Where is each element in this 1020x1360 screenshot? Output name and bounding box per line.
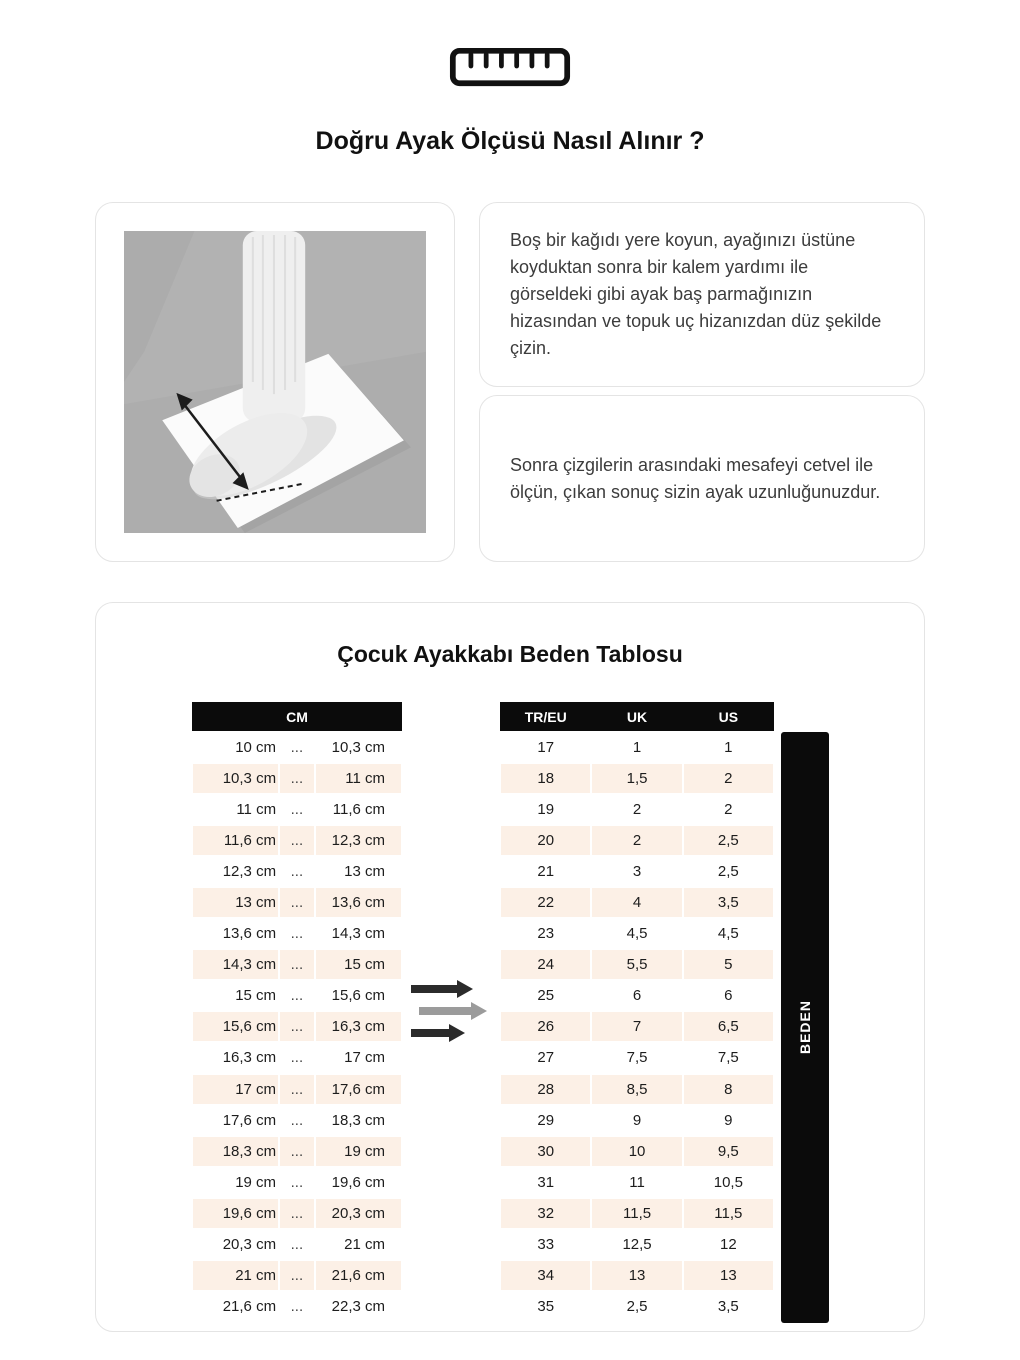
table-cell: 11,5 bbox=[591, 1198, 682, 1229]
table-cell: ... bbox=[279, 1291, 315, 1322]
table-row bbox=[192, 1167, 402, 1198]
table-cell: 9 bbox=[591, 1105, 682, 1136]
table-cell: 9,5 bbox=[683, 1136, 774, 1167]
table-cell: 14,3 cm bbox=[192, 949, 279, 980]
table-cell: 7,5 bbox=[683, 1042, 774, 1073]
size-chart-title: Çocuk Ayakkabı Beden Tablosu bbox=[337, 641, 683, 667]
table-cell: 12 bbox=[683, 1229, 774, 1260]
table-cell: 12,3 cm bbox=[315, 825, 402, 856]
table-row bbox=[192, 1198, 402, 1229]
table-row bbox=[500, 794, 774, 825]
ruler-icon bbox=[95, 46, 925, 93]
table-cell: 10,3 cm bbox=[192, 763, 279, 794]
table-row bbox=[192, 856, 402, 887]
table-cell: 2 bbox=[591, 825, 682, 856]
cm-table bbox=[191, 702, 403, 1323]
table-cell: 13 cm bbox=[192, 887, 279, 918]
table-row bbox=[500, 949, 774, 980]
table-cell: 12,5 bbox=[591, 1229, 682, 1260]
instruction-step-1: Boş bir kağıdı yere koyun, ayağınızı üstüne koyduktan sonra bir kalem yardımı ile görseldeki gibi ayak baş parmağınızın hizasından ve topuk uç hizanızdan düz şekilde çizin. bbox=[510, 230, 882, 358]
table-cell: 16,3 cm bbox=[315, 1011, 402, 1042]
instruction-card-2 bbox=[479, 395, 925, 562]
table-cell: 11 cm bbox=[315, 763, 402, 794]
table-row bbox=[500, 1229, 774, 1260]
table-cell: 26 bbox=[500, 1011, 591, 1042]
table-cell: 3 bbox=[591, 856, 682, 887]
size-table-header-us: US bbox=[683, 702, 774, 732]
table-cell: ... bbox=[279, 887, 315, 918]
table-cell: 15 cm bbox=[315, 949, 402, 980]
table-row bbox=[192, 918, 402, 949]
table-cell: 11,5 bbox=[683, 1198, 774, 1229]
table-cell: 1 bbox=[591, 732, 682, 763]
table-cell: 8 bbox=[683, 1074, 774, 1105]
table-cell: 8,5 bbox=[591, 1074, 682, 1105]
table-cell: 22 bbox=[500, 887, 591, 918]
table-cell: 7 bbox=[591, 1011, 682, 1042]
table-cell: 20,3 cm bbox=[192, 1229, 279, 1260]
table-cell: 9 bbox=[683, 1105, 774, 1136]
table-row bbox=[500, 918, 774, 949]
table-cell: ... bbox=[279, 1167, 315, 1198]
table-cell: 19 bbox=[500, 794, 591, 825]
table-cell: 3,5 bbox=[683, 887, 774, 918]
table-row bbox=[192, 887, 402, 918]
table-cell: 20 bbox=[500, 825, 591, 856]
instructions-section bbox=[95, 202, 925, 562]
table-cell: ... bbox=[279, 856, 315, 887]
size-chart-tables bbox=[96, 702, 924, 1323]
table-cell: ... bbox=[279, 732, 315, 763]
table-cell: 28 bbox=[500, 1074, 591, 1105]
table-cell: 17,6 cm bbox=[315, 1074, 402, 1105]
table-cell: 17,6 cm bbox=[192, 1105, 279, 1136]
beden-label: BEDEN bbox=[797, 1000, 813, 1055]
table-cell: ... bbox=[279, 1011, 315, 1042]
table-row bbox=[500, 763, 774, 794]
table-cell: 6 bbox=[683, 980, 774, 1011]
table-cell: ... bbox=[279, 1074, 315, 1105]
table-cell: 19 cm bbox=[315, 1136, 402, 1167]
table-cell: 19 cm bbox=[192, 1167, 279, 1198]
table-cell: 32 bbox=[500, 1198, 591, 1229]
table-row bbox=[500, 856, 774, 887]
table-cell: 1 bbox=[683, 732, 774, 763]
instruction-card-1 bbox=[479, 202, 925, 387]
table-cell: 1,5 bbox=[591, 763, 682, 794]
table-row bbox=[500, 1011, 774, 1042]
size-table bbox=[499, 702, 775, 1323]
table-cell: 33 bbox=[500, 1229, 591, 1260]
table-cell: 2,5 bbox=[591, 1291, 682, 1322]
table-cell: ... bbox=[279, 1042, 315, 1073]
table-cell: ... bbox=[279, 763, 315, 794]
table-cell: 6 bbox=[591, 980, 682, 1011]
table-row bbox=[192, 1136, 402, 1167]
cm-table-header: CM bbox=[192, 702, 402, 732]
table-cell: 4,5 bbox=[683, 918, 774, 949]
table-cell: 11 cm bbox=[192, 794, 279, 825]
table-cell: 2,5 bbox=[683, 825, 774, 856]
table-row bbox=[500, 1074, 774, 1105]
table-cell: 34 bbox=[500, 1260, 591, 1291]
size-table-header-uk: UK bbox=[591, 702, 682, 732]
table-row bbox=[192, 825, 402, 856]
table-cell: ... bbox=[279, 949, 315, 980]
table-cell: 6,5 bbox=[683, 1011, 774, 1042]
beden-vertical-bar bbox=[781, 732, 829, 1323]
table-cell: ... bbox=[279, 1229, 315, 1260]
table-cell: 21,6 cm bbox=[315, 1260, 402, 1291]
table-row bbox=[500, 980, 774, 1011]
size-guide-page bbox=[95, 0, 925, 1332]
table-cell: 24 bbox=[500, 949, 591, 980]
table-cell: 13 bbox=[591, 1260, 682, 1291]
table-cell: 35 bbox=[500, 1291, 591, 1322]
table-cell: 17 cm bbox=[315, 1042, 402, 1073]
table-row bbox=[500, 1105, 774, 1136]
table-row bbox=[192, 732, 402, 763]
table-cell: 2,5 bbox=[683, 856, 774, 887]
size-chart-card bbox=[95, 602, 925, 1332]
table-cell: 18 bbox=[500, 763, 591, 794]
size-table-header-treu: TR/EU bbox=[500, 702, 591, 732]
table-cell: 5,5 bbox=[591, 949, 682, 980]
table-row bbox=[192, 1105, 402, 1136]
table-row bbox=[500, 1260, 774, 1291]
table-cell: 31 bbox=[500, 1167, 591, 1198]
table-cell: 14,3 cm bbox=[315, 918, 402, 949]
table-row bbox=[500, 1291, 774, 1322]
table-cell: 10 bbox=[591, 1136, 682, 1167]
table-row bbox=[192, 1260, 402, 1291]
table-cell: 13,6 cm bbox=[315, 887, 402, 918]
table-cell: 4 bbox=[591, 887, 682, 918]
foot-measure-photo-card bbox=[95, 202, 455, 562]
table-cell: 15,6 cm bbox=[192, 1011, 279, 1042]
table-cell: ... bbox=[279, 794, 315, 825]
table-cell: 3,5 bbox=[683, 1291, 774, 1322]
table-row bbox=[500, 1042, 774, 1073]
table-cell: ... bbox=[279, 1136, 315, 1167]
table-cell: ... bbox=[279, 918, 315, 949]
table-cell: 21 bbox=[500, 856, 591, 887]
table-cell: 19,6 cm bbox=[192, 1198, 279, 1229]
instruction-step-2: Sonra çizgilerin arasındaki mesafeyi cetvel ile ölçün, çıkan sonuç sizin ayak uzunluğunuzdur. bbox=[510, 454, 881, 502]
foot-measure-illustration bbox=[124, 231, 426, 533]
table-cell: 13 cm bbox=[315, 856, 402, 887]
table-cell: 30 bbox=[500, 1136, 591, 1167]
table-cell: 13 bbox=[683, 1260, 774, 1291]
table-row bbox=[500, 887, 774, 918]
table-cell: 11 bbox=[591, 1167, 682, 1198]
table-row bbox=[500, 825, 774, 856]
table-cell: 15 cm bbox=[192, 980, 279, 1011]
table-row bbox=[500, 1167, 774, 1198]
table-row bbox=[500, 732, 774, 763]
table-row bbox=[192, 980, 402, 1011]
table-row bbox=[192, 1042, 402, 1073]
table-cell: 20,3 cm bbox=[315, 1198, 402, 1229]
table-cell: ... bbox=[279, 1105, 315, 1136]
table-cell: 25 bbox=[500, 980, 591, 1011]
table-cell: 23 bbox=[500, 918, 591, 949]
table-cell: 2 bbox=[591, 794, 682, 825]
table-row bbox=[192, 1011, 402, 1042]
table-cell: 21 cm bbox=[315, 1229, 402, 1260]
table-cell: 19,6 cm bbox=[315, 1167, 402, 1198]
table-cell: 18,3 cm bbox=[315, 1105, 402, 1136]
table-row bbox=[500, 1136, 774, 1167]
table-cell: 22,3 cm bbox=[315, 1291, 402, 1322]
table-cell: 2 bbox=[683, 794, 774, 825]
table-cell: 10,5 bbox=[683, 1167, 774, 1198]
table-cell: ... bbox=[279, 1198, 315, 1229]
table-cell: 27 bbox=[500, 1042, 591, 1073]
table-cell: 11,6 cm bbox=[192, 825, 279, 856]
table-cell: ... bbox=[279, 825, 315, 856]
page-title: Doğru Ayak Ölçüsü Nasıl Alınır ? bbox=[315, 127, 705, 155]
arrows-right-icon bbox=[403, 977, 499, 1049]
table-cell: 4,5 bbox=[591, 918, 682, 949]
table-row bbox=[192, 794, 402, 825]
table-cell: 29 bbox=[500, 1105, 591, 1136]
table-cell: 5 bbox=[683, 949, 774, 980]
table-cell: 18,3 cm bbox=[192, 1136, 279, 1167]
instruction-cards bbox=[479, 202, 925, 562]
cm-table-body bbox=[192, 732, 402, 1322]
table-row bbox=[192, 949, 402, 980]
table-cell: 10 cm bbox=[192, 732, 279, 763]
table-cell: 16,3 cm bbox=[192, 1042, 279, 1073]
table-row bbox=[500, 1198, 774, 1229]
table-row bbox=[192, 1074, 402, 1105]
table-cell: 15,6 cm bbox=[315, 980, 402, 1011]
table-row bbox=[192, 1229, 402, 1260]
table-cell: 13,6 cm bbox=[192, 918, 279, 949]
table-cell: 17 cm bbox=[192, 1074, 279, 1105]
table-cell: 11,6 cm bbox=[315, 794, 402, 825]
table-row bbox=[192, 763, 402, 794]
table-cell: 12,3 cm bbox=[192, 856, 279, 887]
table-cell: 17 bbox=[500, 732, 591, 763]
table-cell: 7,5 bbox=[591, 1042, 682, 1073]
table-cell: ... bbox=[279, 980, 315, 1011]
table-cell: 21,6 cm bbox=[192, 1291, 279, 1322]
table-row bbox=[192, 1291, 402, 1322]
table-cell: ... bbox=[279, 1260, 315, 1291]
size-table-body bbox=[500, 732, 774, 1322]
table-cell: 2 bbox=[683, 763, 774, 794]
table-cell: 21 cm bbox=[192, 1260, 279, 1291]
table-cell: 10,3 cm bbox=[315, 732, 402, 763]
